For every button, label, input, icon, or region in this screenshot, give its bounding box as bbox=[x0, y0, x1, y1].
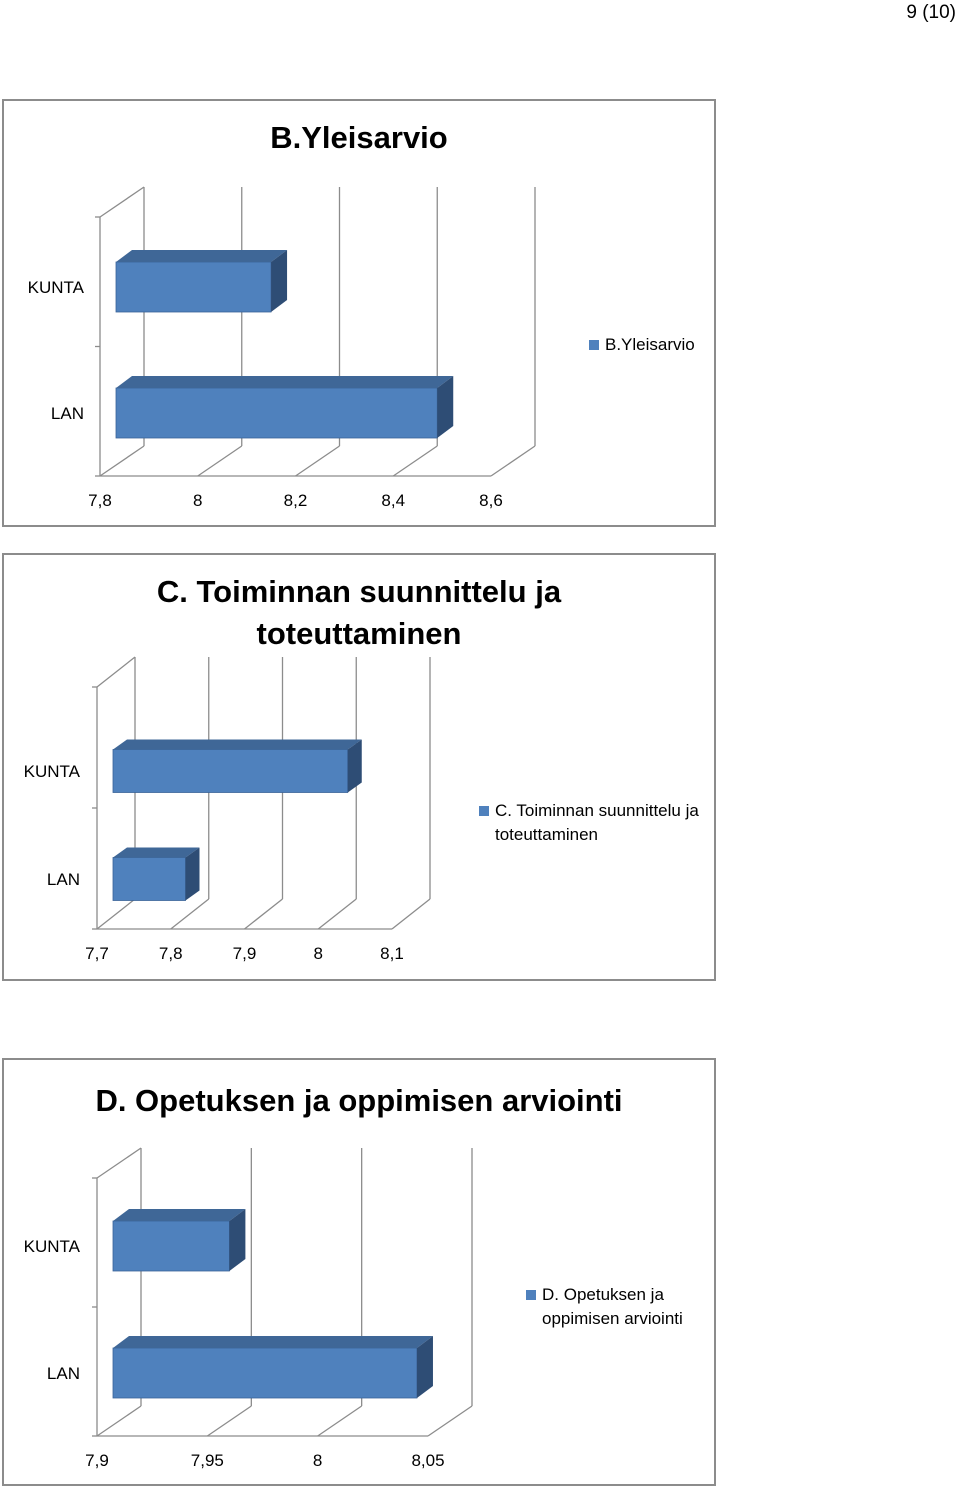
x-tick-label: 8,4 bbox=[381, 491, 406, 510]
floor-line bbox=[428, 1406, 472, 1436]
wall-edge bbox=[97, 1148, 141, 1178]
x-tick-label: 8 bbox=[312, 1451, 323, 1470]
wall-edge bbox=[100, 187, 144, 217]
bar bbox=[113, 1209, 245, 1271]
bar-front bbox=[113, 858, 186, 901]
chart-plot bbox=[4, 1060, 714, 1484]
legend-label: D. Opetuksen ja oppimisen arviointi bbox=[542, 1285, 683, 1328]
bar-top bbox=[116, 376, 453, 388]
x-tick-label: 8 bbox=[313, 944, 323, 963]
x-tick-label: 7,95 bbox=[190, 1451, 224, 1470]
legend bbox=[526, 1283, 706, 1331]
bar bbox=[113, 1336, 433, 1398]
wall-edge bbox=[97, 657, 135, 687]
floor-line bbox=[245, 899, 283, 929]
floor-line bbox=[318, 1406, 362, 1436]
bar bbox=[116, 250, 287, 312]
bar-top bbox=[116, 250, 287, 262]
x-tick-label: 7,9 bbox=[85, 1451, 109, 1470]
floor-line bbox=[318, 899, 356, 929]
bar-front bbox=[116, 388, 437, 438]
bar-front bbox=[113, 1221, 229, 1271]
floor-line bbox=[97, 1406, 141, 1436]
x-tick-label: 8,1 bbox=[380, 944, 404, 963]
category-label: LAN bbox=[46, 870, 80, 889]
floor-line bbox=[392, 899, 430, 929]
x-tick-label: 8 bbox=[193, 491, 203, 510]
legend-label: C. Toiminnan suunnittelu ja toteuttaminen bbox=[495, 801, 699, 844]
chart-plot bbox=[4, 555, 714, 979]
x-tick-label: 7,7 bbox=[85, 944, 109, 963]
legend bbox=[589, 333, 809, 357]
category-label: KUNTA bbox=[23, 1237, 80, 1256]
chart-d-opetuksen-arviointi bbox=[2, 1058, 716, 1486]
category-label: KUNTA bbox=[23, 762, 80, 781]
bar-top bbox=[113, 848, 200, 858]
legend-swatch bbox=[479, 806, 489, 816]
bar-front bbox=[116, 262, 271, 312]
chart-title: D. Opetuksen ja oppimisen arviointi bbox=[95, 1083, 623, 1118]
bar-front bbox=[113, 750, 348, 793]
bar-top bbox=[113, 740, 362, 750]
chart-b-yleisarvio bbox=[2, 99, 716, 527]
bar bbox=[113, 740, 362, 793]
legend-swatch bbox=[526, 1290, 536, 1300]
floor-line bbox=[198, 446, 242, 476]
page-number: 9 (10) bbox=[906, 2, 956, 23]
bar-top bbox=[113, 1336, 433, 1348]
legend-label: B.Yleisarvio bbox=[605, 335, 695, 354]
category-label: LAN bbox=[46, 1364, 80, 1383]
x-tick-label: 7,9 bbox=[232, 944, 257, 963]
bar bbox=[116, 376, 453, 438]
x-tick-label: 7,8 bbox=[88, 491, 112, 510]
chart-plot bbox=[4, 101, 714, 525]
legend-swatch bbox=[589, 340, 599, 350]
chart-title: C. Toiminnan suunnittelu ja toteuttaminen bbox=[156, 574, 562, 651]
bar-front bbox=[113, 1348, 417, 1398]
chart-c-toiminnan-suunnittelu bbox=[2, 553, 716, 981]
x-tick-label: 8,2 bbox=[283, 491, 308, 510]
x-tick-label: 8,6 bbox=[479, 491, 503, 510]
floor-line bbox=[97, 899, 135, 929]
floor-line bbox=[491, 446, 535, 476]
x-tick-label: 8,05 bbox=[411, 1451, 445, 1470]
floor-line bbox=[100, 446, 144, 476]
chart-title: B.Yleisarvio bbox=[270, 120, 448, 155]
bar-top bbox=[113, 1209, 245, 1221]
legend bbox=[479, 799, 699, 847]
floor-line bbox=[393, 446, 437, 476]
floor-line bbox=[207, 1406, 251, 1436]
floor-line bbox=[171, 899, 209, 929]
floor-line bbox=[296, 446, 340, 476]
bar bbox=[113, 848, 200, 901]
x-tick-label: 7,8 bbox=[158, 944, 183, 963]
category-label: KUNTA bbox=[27, 278, 84, 297]
category-label: LAN bbox=[50, 404, 84, 423]
